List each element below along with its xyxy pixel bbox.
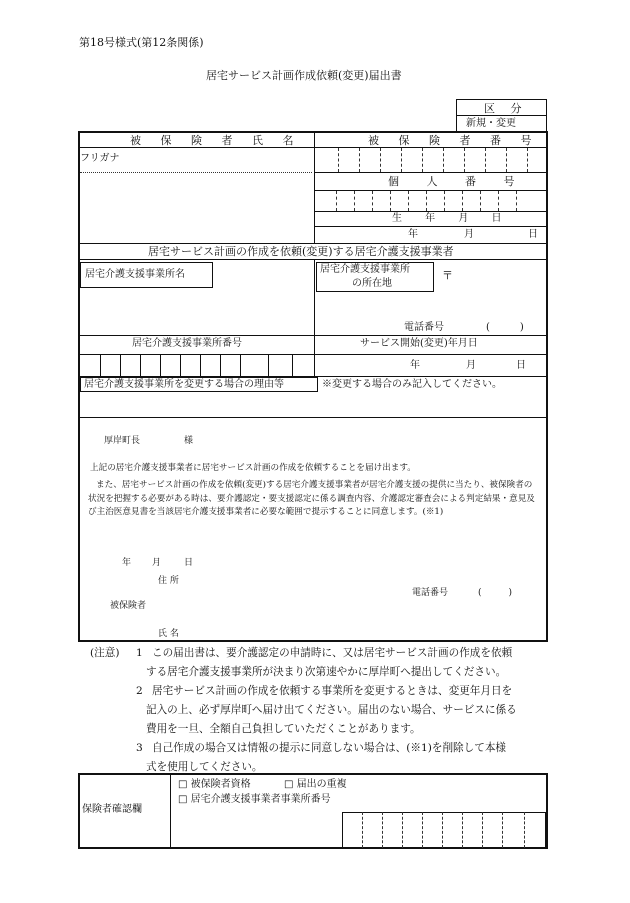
service-start-year: 年 xyxy=(410,360,420,371)
office-name-field[interactable] xyxy=(80,290,312,334)
birth-day: 日 xyxy=(528,229,538,240)
note-2-num: 2 xyxy=(136,685,143,697)
insured-name-field[interactable] xyxy=(80,174,312,242)
office-address-label-2: の所在地 xyxy=(352,278,392,289)
note-2-line3: 費用を一旦、全額自己負担していただくことがあります。 xyxy=(146,723,421,735)
decl-phone-label: 電話番号 xyxy=(412,588,449,598)
form-id: 第18号様式(第12条関係) xyxy=(79,36,204,49)
furigana-label: フリガナ xyxy=(80,153,120,164)
birthdate-field[interactable] xyxy=(316,227,546,242)
insured-number-label: 被 保 険 者 番 号 xyxy=(368,134,540,147)
note-3-num: 3 xyxy=(136,742,143,754)
addressee-honorific: 様 xyxy=(184,436,194,446)
note-2-line1: 居宅サービス計画の作成を依頼する事業所を変更するときは、変更年月日を xyxy=(152,685,513,697)
category-value[interactable]: 新規・変更 xyxy=(466,118,516,129)
change-reason-label: 居宅介護支援事業所を変更する場合の理由等 xyxy=(84,379,284,390)
office-number-field[interactable] xyxy=(80,355,312,376)
personal-number-field[interactable] xyxy=(316,191,546,211)
postal-mark: 〒 xyxy=(442,269,453,282)
office-number-label: 居宅介護支援事業所番号 xyxy=(132,338,242,349)
declaration-para1: 上記の居宅介護支援事業者に居宅サービス計画の作成を依頼することを届け出ます。 xyxy=(90,463,416,473)
service-start-month: 月 xyxy=(466,360,476,371)
birth-month: 月 xyxy=(464,229,474,240)
category-label: 区 分 xyxy=(484,102,528,115)
note-1-num: 1 xyxy=(136,647,143,659)
office-phone-label: 電話番号 xyxy=(404,322,444,333)
office-address-label-1: 居宅介護支援事業所 xyxy=(320,264,410,275)
insurer-office-number-field[interactable] xyxy=(342,812,546,848)
change-reason-note: ※変更する場合のみ記入してください。 xyxy=(322,379,502,390)
notes-heading: (注意) xyxy=(90,647,120,659)
check-duplicate-filing[interactable]: □ 届出の重複 xyxy=(284,779,347,790)
note-1-line1: この届出書は、要介護認定の申請時に、又は居宅サービス計画の作成を依頼 xyxy=(152,647,513,659)
decl-address-field[interactable] xyxy=(196,574,536,588)
decl-address-label: 住 所 xyxy=(158,576,179,586)
decl-name-field[interactable] xyxy=(196,626,536,640)
page-title: 居宅サービス計画作成依頼(変更)届出書 xyxy=(206,69,402,82)
decl-date-month: 月 xyxy=(152,558,162,568)
note-3-line2: 式を使用してください。 xyxy=(146,761,263,773)
check-insured-eligibility[interactable]: □ 被保険者資格 xyxy=(178,779,251,790)
change-reason-field[interactable] xyxy=(80,394,546,416)
office-phone-paren[interactable]: ( ) xyxy=(486,322,524,333)
addressee: 厚岸町長 xyxy=(104,436,141,446)
office-address-field[interactable] xyxy=(316,294,546,318)
note-3-line1: 自己作成の場合又は情報の提示に同意しない場合は、(※1)を削除して本様 xyxy=(152,742,507,754)
service-start-label: サービス開始(変更)年月日 xyxy=(360,338,478,349)
furigana-divider xyxy=(80,172,312,173)
insurer-check-label: 保険者確認欄 xyxy=(82,804,142,815)
check-office-number[interactable]: □ 居宅介護支援事業者事業所番号 xyxy=(178,794,331,805)
birth-year: 年 xyxy=(408,229,418,240)
decl-phone-paren[interactable]: ( ) xyxy=(478,588,513,598)
decl-date-year: 年 xyxy=(122,558,132,568)
personal-number-label: 個 人 番 号 xyxy=(388,175,527,188)
insured-number-field[interactable] xyxy=(316,148,546,172)
service-start-field[interactable] xyxy=(316,355,546,376)
service-start-day: 日 xyxy=(516,360,526,371)
office-name-label: 居宅介護支援事業所名 xyxy=(85,269,185,280)
declaration-para2: また、居宅サービス計画の作成を依頼(変更)する居宅介護支援事業者が居宅介護支援の提供に当たり、被保険者の状況を把握する必要がある時は、要介護認定・要支援認定に係る調査内容、介護認定審査会による判定結果・意見及び主治医意見書を当該居宅介護支援事業者に必要な範囲で提示することに同意します。(※1) xyxy=(88,480,535,518)
decl-name-label: 氏 名 xyxy=(158,629,179,639)
decl-insured-label: 被保険者 xyxy=(110,601,147,611)
birthdate-label: 生 年 月 日 xyxy=(392,213,512,224)
insured-name-label: 被 保 険 者 氏 名 xyxy=(130,134,302,147)
note-1-line2: する居宅介護支援事業所が決まり次第速やかに厚岸町へ提出してください。 xyxy=(146,666,507,678)
provider-heading: 居宅サービス計画の作成を依頼(変更)する居宅介護支援事業者 xyxy=(148,245,454,258)
decl-date-day: 日 xyxy=(184,558,194,568)
note-2-line2: 記入の上、必ず厚岸町へ届け出てください。届出のない場合、サービスに係る xyxy=(146,704,517,716)
